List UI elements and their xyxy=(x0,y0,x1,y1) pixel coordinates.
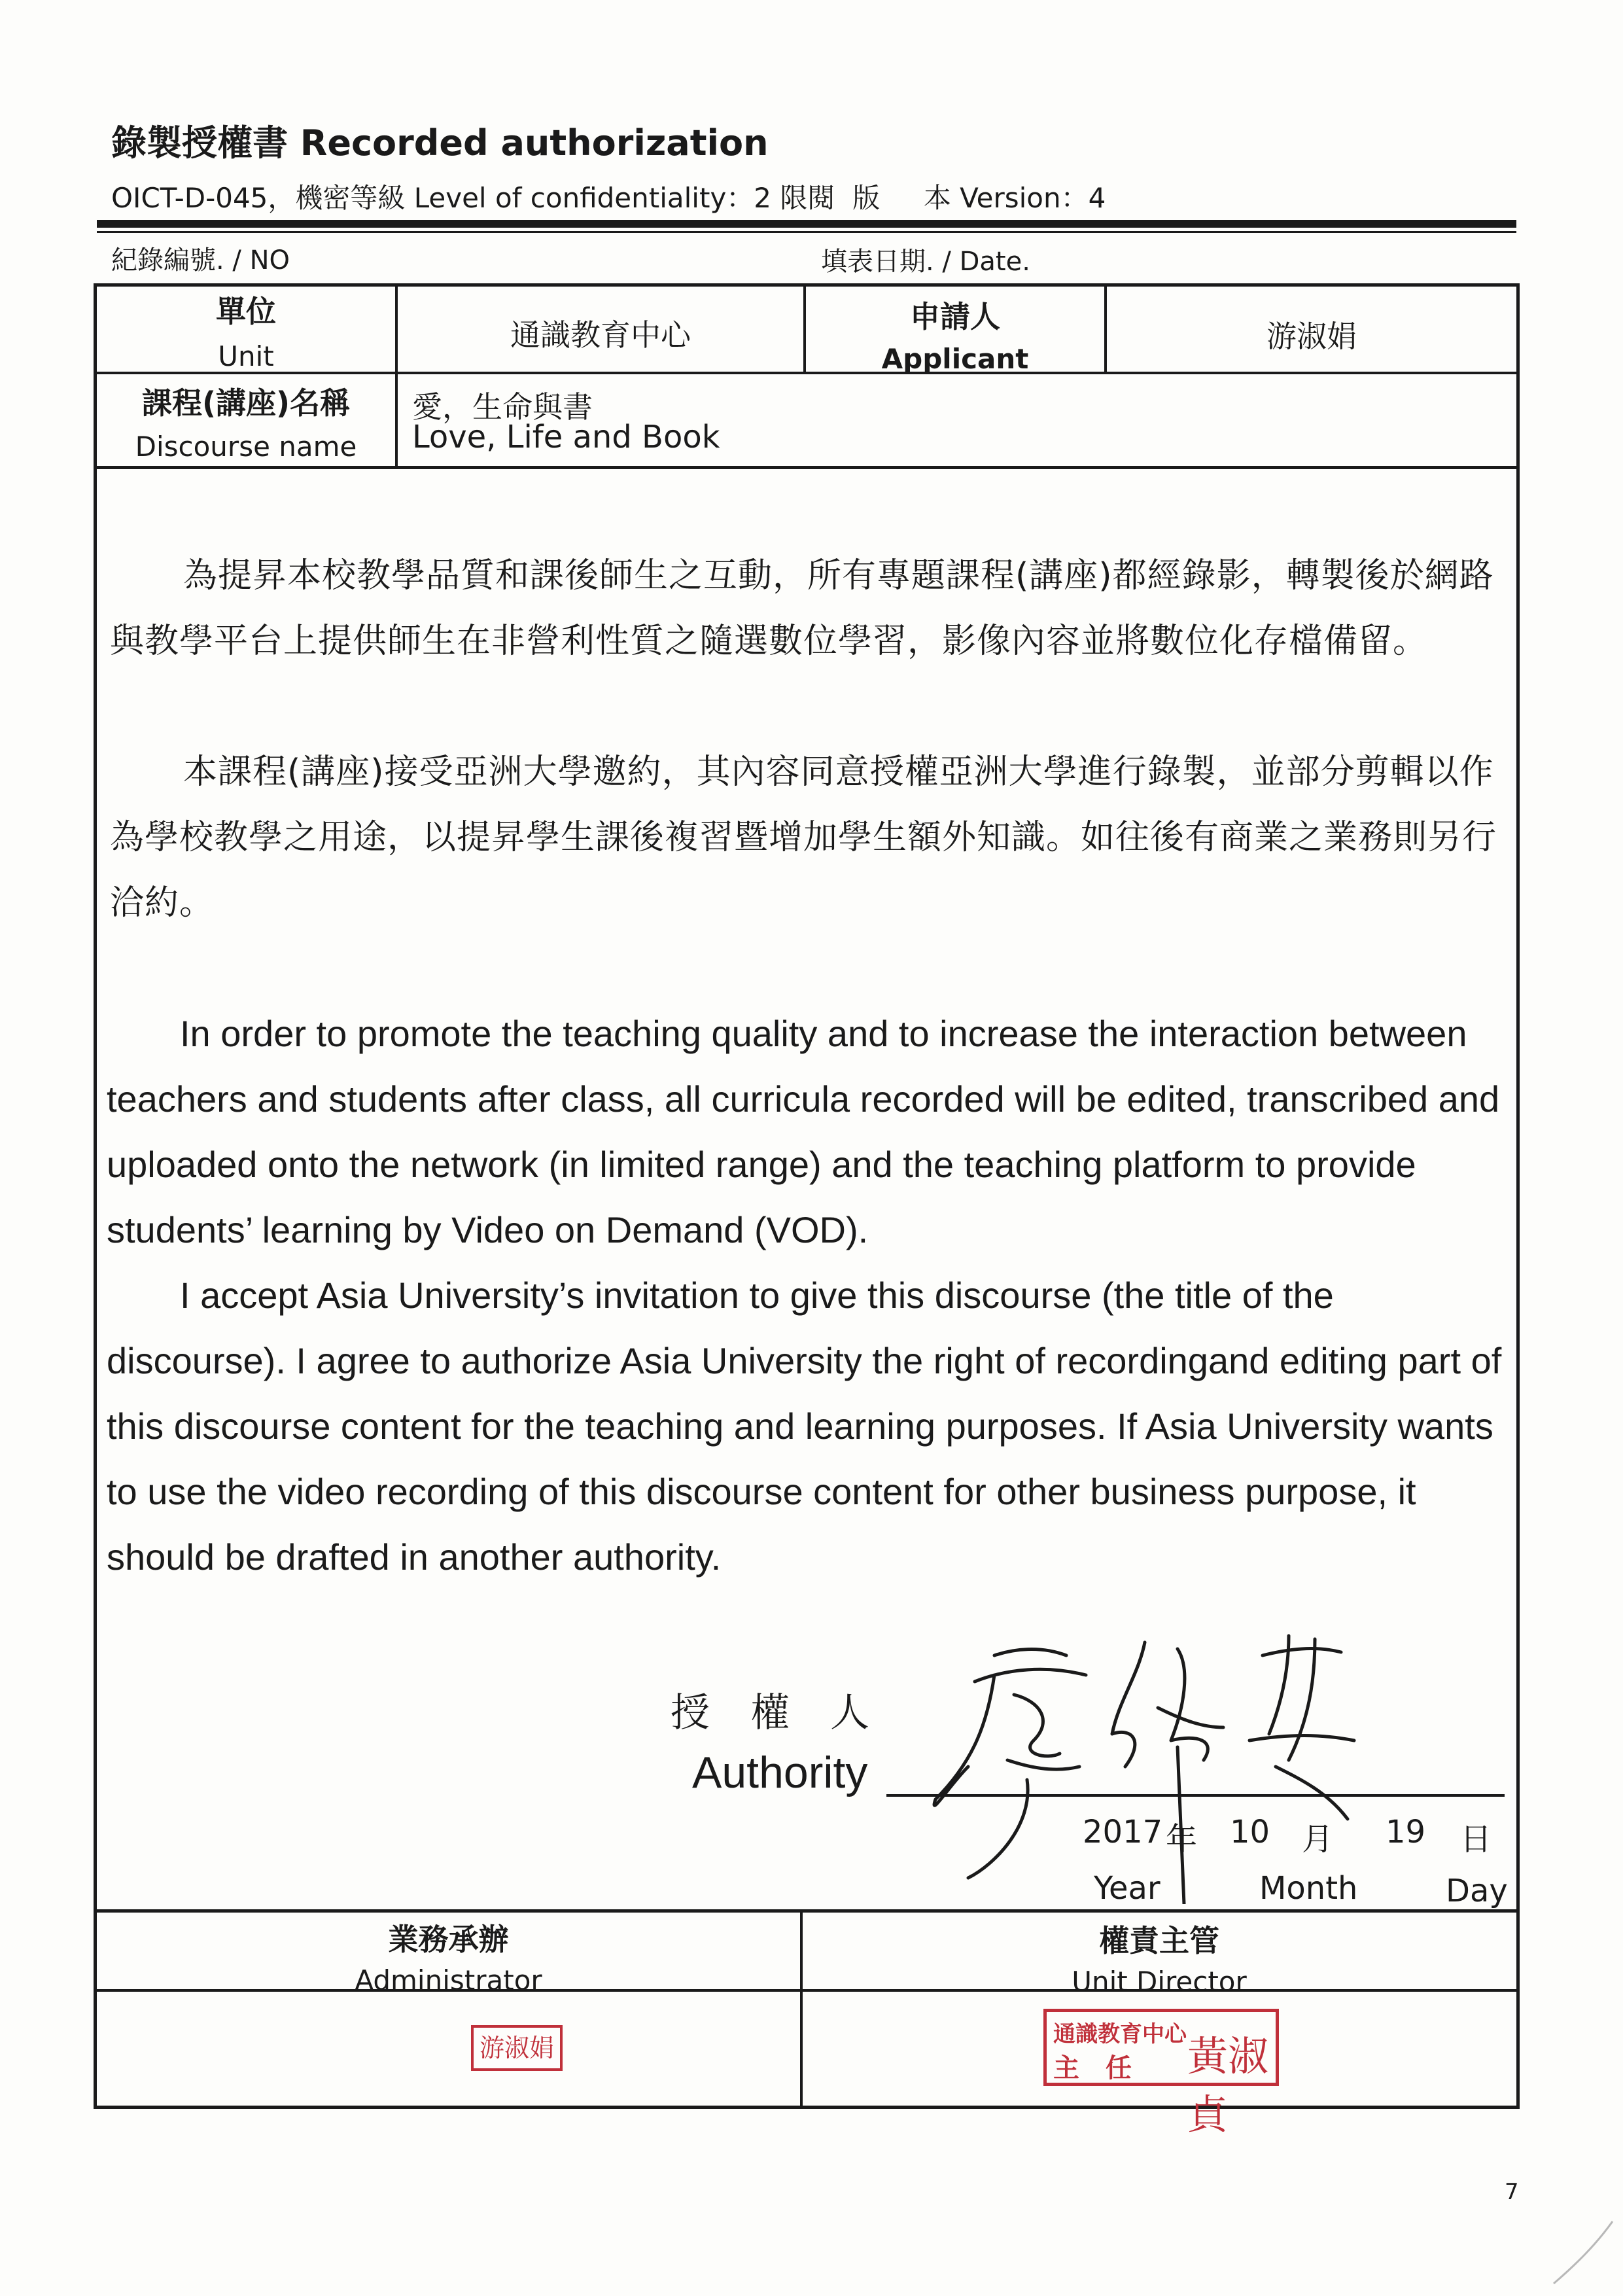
unit-label-zh: 單位 xyxy=(216,294,276,329)
month-zh: 月 xyxy=(1302,1821,1334,1858)
handwritten-signature xyxy=(896,1629,1367,1904)
unit-label xyxy=(97,288,395,372)
authority-label-zh: 授權人 xyxy=(671,1690,910,1736)
administrator-label-zh: 業務承辦 xyxy=(388,1922,509,1957)
year-en: Year xyxy=(1094,1870,1161,1907)
month-en: Month xyxy=(1259,1870,1358,1907)
table-divider xyxy=(94,1909,1520,1913)
page-number: 7 xyxy=(1505,2179,1519,2205)
applicant-label-zh: 申請人 xyxy=(910,299,1000,334)
director-stamp-unit: 通識教育中心 xyxy=(1053,2021,1187,2047)
administrator-header xyxy=(97,1916,800,1996)
folded-corner xyxy=(1550,2218,1616,2290)
table-divider xyxy=(94,466,1520,469)
unit-value: 通識教育中心 xyxy=(510,317,691,353)
body-paragraph-zh-2: 本課程(講座)接受亞洲大學邀約，其內容同意授權亞洲大學進行錄製，並部分剪輯以作為學校教學之用途，以提昇學生課後複習暨增加學生額外知識。如往後有商業之業務則另行洽約。 xyxy=(110,752,1497,923)
month-value: 10 xyxy=(1230,1814,1270,1850)
applicant-value: 游淑娟 xyxy=(1266,319,1357,354)
director-stamp-title: 主 任 xyxy=(1053,2053,1132,2083)
document-meta: OICT-D-045，機密等級 Level of confidentiality：2 限閱 版 本 Version：4 xyxy=(111,182,1106,214)
fill-date-label: 填表日期. / Date. xyxy=(821,247,1030,277)
applicant-label-en: Applicant xyxy=(881,343,1029,375)
header-rule xyxy=(97,220,1516,228)
administrator-label-en: Administrator xyxy=(355,1964,542,1996)
header-rule-thin xyxy=(97,231,1516,233)
authority-label-en: Authority xyxy=(692,1748,868,1797)
day-en: Day xyxy=(1446,1873,1508,1909)
director-label-en: Unit Director xyxy=(1072,1966,1247,1998)
director-stamp xyxy=(1043,2009,1279,2138)
record-number-label: 紀錄編號. / NO xyxy=(111,245,290,275)
course-value-en: Love, Life and Book xyxy=(412,419,720,455)
director-label-zh: 權責主管 xyxy=(1099,1923,1219,1958)
administrator-stamp: 游淑娟 xyxy=(471,2025,563,2071)
day-zh: 日 xyxy=(1460,1821,1492,1858)
course-value-zh: 愛，生命與書 xyxy=(412,389,593,425)
applicant-label xyxy=(806,293,1104,375)
body-paragraph-zh-1: 為提昇本校教學品質和課後師生之互動，所有專題課程(講座)都經錄影，轉製後於網路與教學平台上提供師生在非營利性質之隨選數位學習，影像內容並將數位化存檔備留。 xyxy=(110,556,1494,661)
course-label-en: Discourse name xyxy=(135,431,357,463)
day-value: 19 xyxy=(1386,1814,1426,1850)
course-label-zh: 課程(講座)名稱 xyxy=(141,385,351,421)
unit-director-header xyxy=(803,1917,1516,1998)
document-title: 錄製授權書 Recorded authorization xyxy=(111,122,769,164)
director-stamp-name: 黃淑貞 xyxy=(1187,2032,1269,2138)
body-paragraph-en-1: In order to promote the teaching quality and to increase the interaction between teachers and students after class, all curricula recorded will be edited, transcribed and uploaded onto the network (in limited range) and the teaching platform to provide students’ learning by Video on Demand (VOD). xyxy=(107,1013,1500,1250)
year-zh: 年 xyxy=(1166,1821,1198,1858)
body-paragraph-en-2: I accept Asia University’s invitation to give this discourse (the title of the discourse). I agree to authorize Asia University the right of recordingand editing part of this discourse content for the teaching and learning purposes. If Asia University wants to use the video recording of this discourse content for other business purpose, it should be drafted in another authority. xyxy=(107,1275,1502,1578)
unit-label-en: Unit xyxy=(218,340,274,372)
year-value: 2017 xyxy=(1083,1814,1163,1850)
course-label xyxy=(97,380,395,463)
